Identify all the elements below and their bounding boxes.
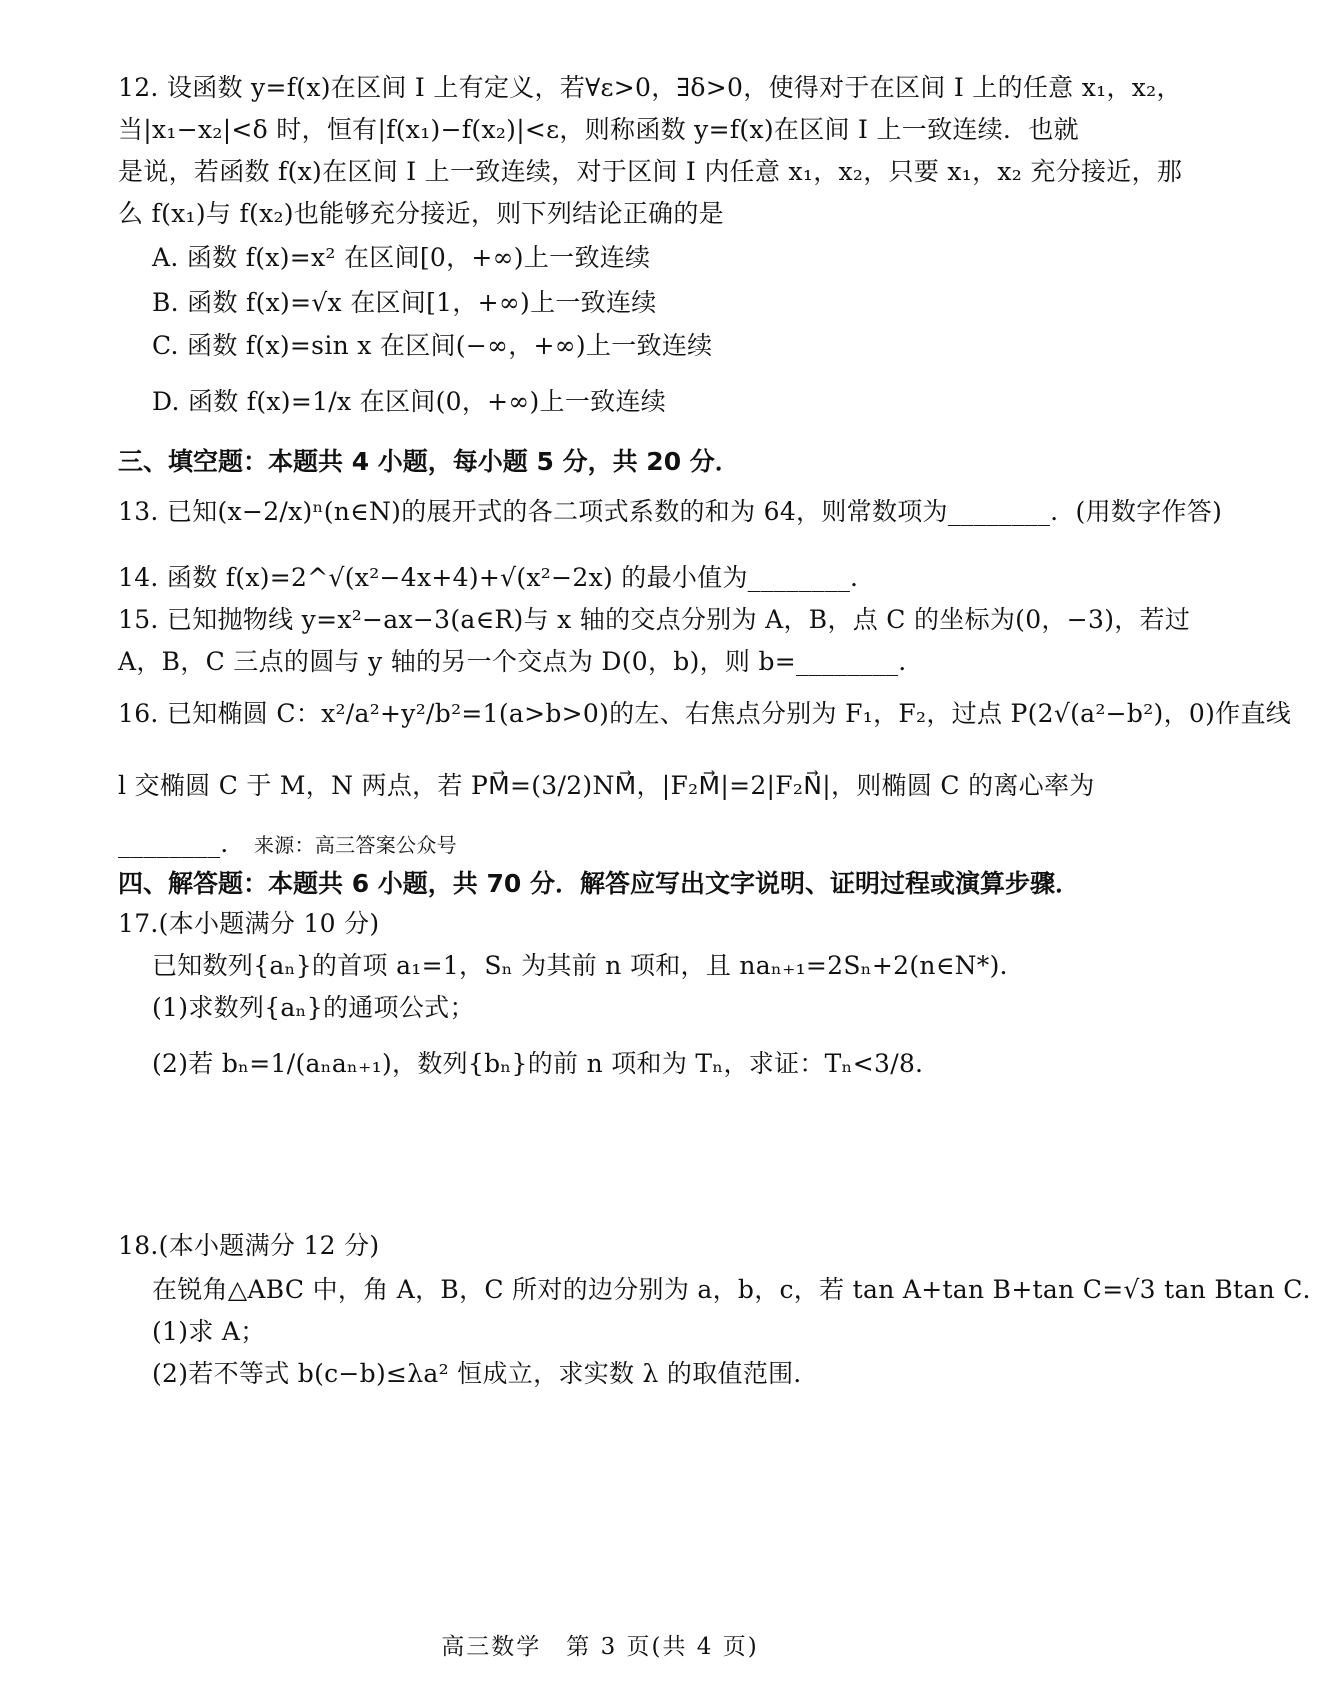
q18-statement: 在锐角△ABC 中，角 A，B，C 所对的边分别为 a，b，c，若 tan A+tan B+tan C=√3 tan Btan C． (152, 1275, 1328, 1304)
q12-option-a: A. 函数 f(x)=x² 在区间[0，+∞)上一致连续 (152, 243, 651, 272)
q18-part-1: (1)求 A； (152, 1317, 266, 1346)
q18-heading: 18.(本小题满分 12 分) (118, 1231, 380, 1260)
section-3-heading: 三、填空题：本题共 4 小题，每小题 5 分，共 20 分． (118, 447, 740, 476)
q17-part-2: (2)若 bₙ=1/(aₙaₙ₊₁)，数列{bₙ}的前 n 项和为 Tₙ，求证：Tₙ<3/8． (152, 1049, 941, 1078)
q17-heading: 17.(本小题满分 10 分) (118, 909, 380, 938)
section-4-heading: 四、解答题：本题共 6 小题，共 70 分．解答应写出文字说明、证明过程或演算步骤． (118, 869, 1081, 898)
source-note: 来源：高三答案公众号 (253, 833, 457, 857)
q12-option-d: D. 函数 f(x)=1/x 在区间(0，+∞)上一致连续 (152, 387, 667, 416)
q13-text: 13. 已知(x−2/x)ⁿ(n∈N)的展开式的各二项式系数的和为 64，则常数项为________．(用数字作答) (118, 497, 1223, 526)
q17-statement: 已知数列{aₙ}的首项 a₁=1，Sₙ 为其前 n 项和，且 naₙ₊₁=2Sₙ+2(n∈N*)． (152, 951, 1025, 980)
q12-line-3: 是说，若函数 f(x)在区间 I 上一致连续，对于区间 I 内任意 x₁，x₂，只要 x₁，x₂ 充分接近，那 (118, 157, 1183, 186)
q16-line-2: l 交椭圆 C 于 M，N 两点，若 PM⃗=(3/2)NM⃗，|F₂M⃗|=2|F₂N⃗|，则椭圆 C 的离心率为 (118, 771, 1095, 800)
q18-part-2: (2)若不等式 b(c−b)≤λa² 恒成立，求实数 λ 的取值范围． (152, 1359, 819, 1388)
page-footer: 高三数学 第 3 页(共 4 页) (441, 1634, 759, 1660)
q12-line-4: 么 f(x₁)与 f(x₂)也能够充分接近，则下列结论正确的是 (118, 199, 724, 228)
q16-answer-blank: ________． (118, 829, 246, 858)
q15-line-1: 15. 已知抛物线 y=x²−ax−3(a∈R)与 x 轴的交点分别为 A，B，点 C 的坐标为(0，−3)，若过 (118, 605, 1191, 634)
q12-option-b: B. 函数 f(x)=√x 在区间[1，+∞)上一致连续 (152, 288, 657, 317)
q12-line-1: 12. 设函数 y=f(x)在区间 I 上有定义，若∀ε>0，∃δ>0，使得对于在区间 I 上的任意 x₁，x₂， (118, 73, 1182, 102)
q16-line-1: 16. 已知椭圆 C：x²/a²+y²/b²=1(a>b>0)的左、右焦点分别为 F₁，F₂，过点 P(2√(a²−b²)，0)作直线 (118, 699, 1292, 728)
q12-option-c: C. 函数 f(x)=sin x 在区间(−∞，+∞)上一致连续 (152, 331, 713, 360)
q14-text: 14. 函数 f(x)=2^√(x²−4x+4)+√(x²−2x) 的最小值为________． (118, 563, 876, 592)
q12-line-2: 当|x₁−x₂|<δ 时，恒有|f(x₁)−f(x₂)|<ε，则称函数 y=f(x)在区间 I 上一致连续．也就 (118, 115, 1079, 144)
q17-part-1: (1)求数列{aₙ}的通项公式； (152, 993, 475, 1022)
q15-line-2: A，B，C 三点的圆与 y 轴的另一个交点为 D(0，b)，则 b=________． (118, 647, 924, 676)
q16-line-3 (118, 826, 1160, 863)
